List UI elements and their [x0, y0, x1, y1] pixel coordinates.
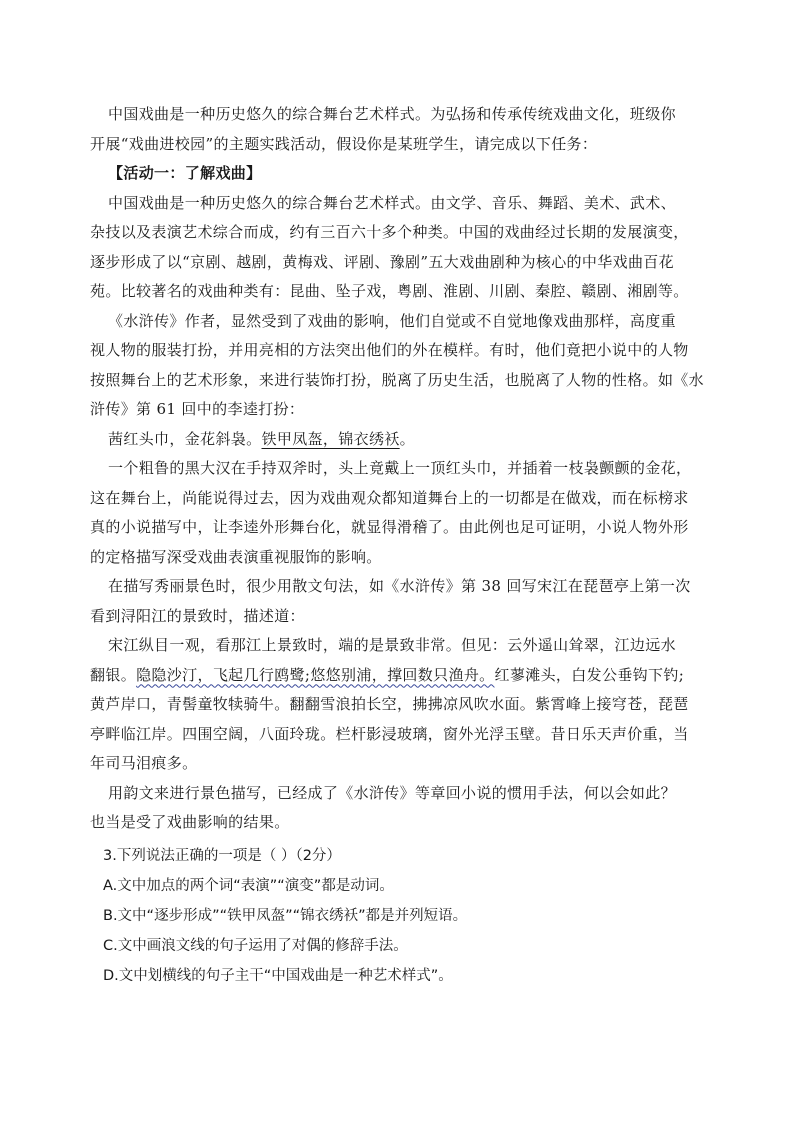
para1-line-3: 逐步形成了以“京剧、越剧，黄梅戏、评剧、豫剧”五大戏曲剧种为核心的中华戏曲百花 [90, 252, 674, 271]
para3-line-2: 这在舞台上，尚能说得过去，因为戏曲观众都知道舞台上的一切都是在做戏，而在标榜求 [90, 488, 689, 507]
para1-line-1: 中国戏曲是一种历史悠久的综合舞台艺术样式。由文学、音乐、舞蹈、美术、武术、 [108, 193, 676, 212]
para3-line-4: 的定格描写深受戏曲表演重视服饰的影响。 [90, 547, 382, 566]
quote2-wavy-sentence: 隐隐沙汀，飞起几行鸥鹭;悠悠别浦，撑回数只渔舟。 [136, 665, 495, 684]
quote1-underlined-text: 铁甲凤盔，锦衣绣袄 [261, 429, 400, 448]
para2-line-3: 按照舞台上的艺术形象，来进行装饰打扮，脱离了历史生活，也脱离了人物的性格。如《水 [90, 370, 705, 389]
question-block [100, 841, 720, 991]
quote2-line-4: 亭畔临江岸。四围空阔，八面玲珑。栏杆影浸玻璃，窗外光浮玉壁。昔日乐天声价重，当 [90, 724, 689, 743]
para4-line-1: 在描写秀丽景色时，很少用散文句法，如《水浒传》第 38 回写宋江在琵琶亭上第一次 [108, 577, 691, 595]
para2-line-4: 浒传》第 61 回中的李逵打扮： [90, 400, 305, 418]
intro-line-1: 中国戏曲是一种历史悠久的综合舞台艺术样式。为弘扬和传承传统戏曲文化，班级你 [108, 105, 676, 123]
para4-line-2: 看到浔阳江的景致时，描述道： [90, 606, 305, 625]
para3-line-1: 一个粗鲁的黑大汉在手持双斧时，头上竟戴上一顶红头巾，并插着一枝袅颤颤的金花， [108, 459, 692, 477]
quote2-line-1: 宋江纵目一观，看那江上景致时，端的是景致非常。但见：云外遥山耸翠，江边远水 [108, 636, 676, 654]
quote1-line [100, 425, 720, 455]
option-d: D.文中划横线的句子主干“中国戏曲是一种艺术样式”。 [103, 967, 453, 984]
question-stem: 3.下列说法正确的一项是（ ）（2分） [103, 847, 341, 864]
option-a: A.文中加点的两个词“表演”“演变”都是动词。 [103, 877, 394, 894]
activity-heading: 【活动一：了解戏曲】 [108, 164, 262, 182]
para5-line-1: 用韵文来进行景色描写，已经成了《水浒传》等章回小说的惯用手法，何以会如此？ [108, 783, 676, 802]
quote2-line-2-start: 翻银。 [90, 665, 137, 684]
quote2-line-5: 年司马泪痕多。 [90, 754, 198, 772]
quote1-plain-text: 茜红头巾，金花斜袅。 [108, 429, 262, 448]
quote1-end-period: 。 [399, 429, 416, 448]
option-c: C.文中画浪文线的句子运用了对偶的修辞手法。 [103, 937, 408, 954]
quote2-line-3: 黄芦岸口，青髻童牧犊骑牛。翻翻雪浪拍长空，拂拂凉风吹水面。紫霄峰上接穹苍，琵琶 [90, 695, 689, 713]
option-b: B.文中“逐步形成”“铁甲凤盔”“锦衣绣袄”都是并列短语。 [103, 907, 468, 924]
para1-line-4: 苑。比较著名的戏曲种类有：昆曲、坠子戏，粤剧、淮剧、川剧、秦腔、赣剧、湘剧等。 [90, 282, 689, 300]
para2-line-2: 视人物的服装打扮，并用亮相的方法突出他们的外在模样。有时，他们竟把小说中的人物 [90, 341, 689, 359]
para2-line-1: 《水浒传》作者，显然受到了戏曲的影响，他们自觉或不自觉地像戏曲那样，高度重 [108, 311, 676, 330]
document-body [90, 100, 720, 991]
intro-line-2: 开展“戏曲进校园”的主题实践活动，假设你是某班学生，请完成以下任务： [90, 134, 598, 153]
para3-line-3: 真的小说描写中，让李逵外形舞台化，就显得滑稽了。由此例也足可证明，小说人物外形 [90, 518, 689, 536]
para1-line-2: 杂技以及表演艺术综合而成，约有三百六十多个种类。中国的戏曲经过长期的发展演变， [90, 223, 689, 241]
para5-line-2: 也当是受了戏曲影响的结果。 [90, 813, 290, 831]
quote2-line-2 [90, 661, 720, 691]
quote2-line-2-end: 红蓼滩头，白发公垂钩下钓; [494, 665, 685, 684]
